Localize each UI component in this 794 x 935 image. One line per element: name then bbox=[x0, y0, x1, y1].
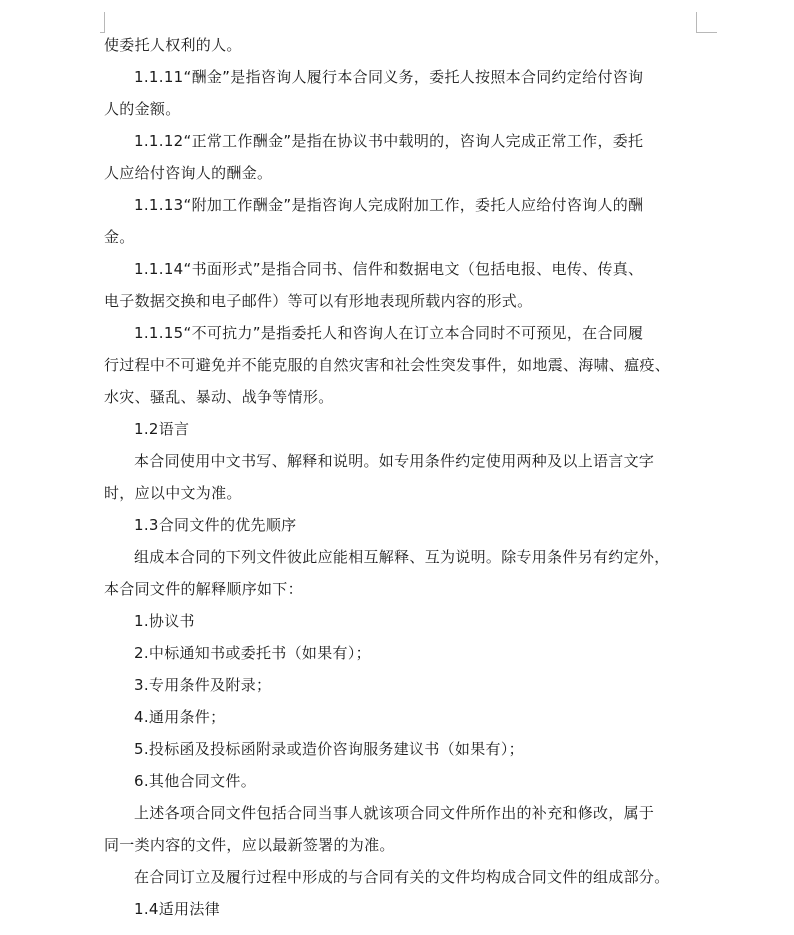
section-heading: 1.2语言 bbox=[134, 420, 190, 438]
margin-corner-mark-right bbox=[696, 12, 717, 33]
text-line: 1.1.12“正常工作酬金”是指在协议书中载明的，咨询人完成正常工作，委托 bbox=[134, 132, 644, 150]
text-line: 人的金额。 bbox=[104, 100, 181, 118]
text-line: 上述各项合同文件包括合同当事人就该项合同文件所作出的补充和修改，属于 bbox=[134, 804, 655, 822]
text-line: 本合同文件的解释顺序如下： bbox=[104, 580, 303, 598]
list-item: 5.投标函及投标函附录或造价咨询服务建议书（如果有）； bbox=[134, 740, 524, 758]
text-line: 1.1.11“酬金”是指咨询人履行本合同义务，委托人按照本合同约定给付咨询 bbox=[134, 68, 644, 86]
text-line: 金。 bbox=[104, 228, 135, 246]
text-line: 电子数据交换和电子邮件）等可以有形地表现所载内容的形式。 bbox=[104, 292, 533, 310]
list-item: 4.通用条件； bbox=[134, 708, 226, 726]
text-line: 人应给付咨询人的酬金。 bbox=[104, 164, 273, 182]
text-line: 同一类内容的文件，应以最新签署的为准。 bbox=[104, 836, 395, 854]
section-heading: 1.3合同文件的优先顺序 bbox=[134, 516, 297, 534]
text-line: 行过程中不可避免并不能克服的自然灾害和社会性突发事件，如地震、海啸、瘟疫、 bbox=[104, 356, 671, 374]
text-line: 时，应以中文为准。 bbox=[104, 484, 242, 502]
section-heading: 1.4适用法律 bbox=[134, 900, 220, 918]
margin-corner-mark-left bbox=[100, 12, 105, 33]
list-item: 2.中标通知书或委托书（如果有）； bbox=[134, 644, 371, 662]
text-line: 1.1.13“附加工作酬金”是指咨询人完成附加工作，委托人应给付咨询人的酬 bbox=[134, 196, 644, 214]
text-line: 1.1.15“不可抗力”是指委托人和咨询人在订立本合同时不可预见，在合同履 bbox=[134, 324, 644, 342]
text-line: 使委托人权利的人。 bbox=[104, 36, 242, 54]
text-line: 1.1.14“书面形式”是指合同书、信件和数据电文（包括电报、电传、传真、 bbox=[134, 260, 644, 278]
text-line: 水灾、骚乱、暴动、战争等情形。 bbox=[104, 388, 334, 406]
text-line: 本合同使用中文书写、解释和说明。如专用条件约定使用两种及以上语言文字 bbox=[134, 452, 655, 470]
text-line: 组成本合同的下列文件彼此应能相互解释、互为说明。除专用条件另有约定外， bbox=[134, 548, 670, 566]
list-item: 3.专用条件及附录； bbox=[134, 676, 272, 694]
list-item: 6.其他合同文件。 bbox=[134, 772, 257, 790]
text-line: 在合同订立及履行过程中形成的与合同有关的文件均构成合同文件的组成部分。 bbox=[134, 868, 670, 886]
list-item: 1.协议书 bbox=[134, 612, 195, 630]
